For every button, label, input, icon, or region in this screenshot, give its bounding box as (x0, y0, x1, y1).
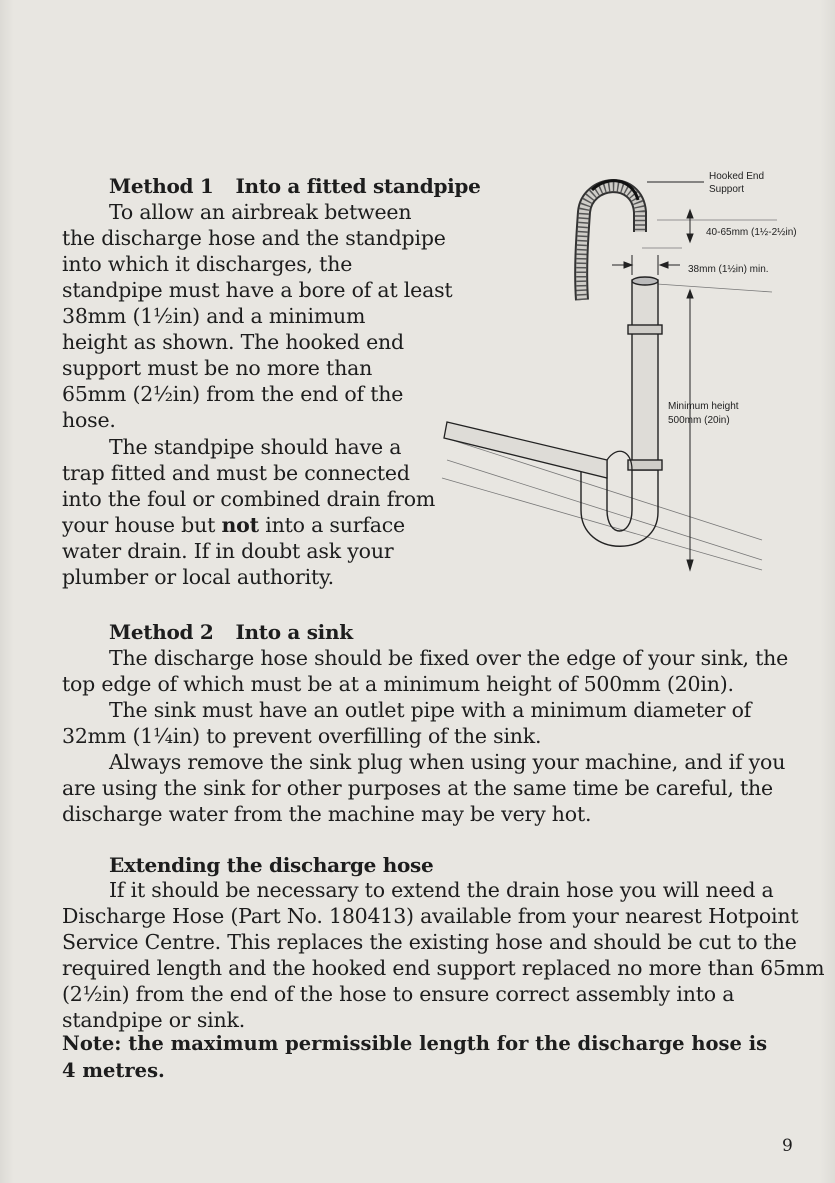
method1-p2-line (62, 512, 405, 538)
method2-line: The discharge hose should be fixed over the edge of your sink, the (109, 646, 789, 670)
method1-p2-line: plumber or local authority. (62, 565, 335, 589)
extending-line: Service Centre. This replaces the existing hose and should be cut to the (62, 930, 797, 954)
hooked-hose (581, 186, 640, 300)
standpipe-diagram (432, 160, 827, 590)
diagram-label-hooked: Hooked End (709, 171, 765, 182)
diagram-label-bore: 38mm (1½in) min. (688, 264, 769, 275)
diagram-label-minheight: Minimum height (668, 401, 739, 412)
method2-heading-number: Method 2 (109, 620, 214, 644)
method1-line: 65mm (2½in) from the end of the (62, 382, 404, 406)
method1-p2-line: water drain. If in doubt ask your (62, 539, 394, 563)
diagram-label-height-value: 500mm (20in) (668, 415, 730, 426)
method2-line: are using the sink for other purposes at the same time be careful, the (62, 776, 773, 800)
diagram-label-support: Support (709, 184, 745, 195)
method1-line: To allow an airbreak between (109, 200, 412, 224)
method2-line: The sink must have an outlet pipe with a minimum diameter of (109, 698, 752, 722)
extending-line: Discharge Hose (Part No. 180413) available from your nearest Hotpoint (62, 904, 799, 928)
extending-line: required length and the hooked end support replaced no more than 65mm (62, 956, 825, 980)
method2-line: Always remove the sink plug when using your machine, and if you (109, 750, 786, 774)
method2-line: 32mm (1¼in) to prevent overfilling of the sink. (62, 724, 542, 748)
method1-line: hose. (62, 408, 116, 432)
method1-line: height as shown. The hooked end (62, 330, 404, 354)
extending-line: If it should be necessary to extend the drain hose you will need a (109, 878, 774, 902)
method1-line: into which it discharges, the (62, 252, 353, 276)
waste-pipe (444, 422, 632, 478)
page-number: 9 (782, 1136, 793, 1156)
method1-line: standpipe must have a bore of at least (62, 278, 453, 302)
method1-heading-number: Method 1 (109, 174, 214, 198)
method1-p2-text: into a surface (258, 513, 405, 537)
extending-heading: Extending the discharge hose (109, 853, 434, 877)
method1-p2-line: The standpipe should have a (109, 435, 402, 459)
method2-heading (109, 619, 353, 645)
method2-heading-title: Into a sink (235, 620, 353, 644)
extending-line: standpipe or sink. (62, 1008, 246, 1032)
diagram-label-gap: 40-65mm (1½-2½in) (706, 227, 797, 238)
note-max-length: Note: the maximum permissible length for the discharge hose is 4 metres. (62, 1032, 768, 1082)
method1-p2-line: trap fitted and must be connected (62, 461, 410, 485)
method2-line: discharge water from the machine may be very hot. (62, 802, 592, 826)
method1-heading-title: Into a fitted standpipe (235, 174, 481, 198)
method1-p2-line: into the foul or combined drain from (62, 487, 436, 511)
standpipe (628, 277, 662, 470)
method2-line: top edge of which must be at a minimum height of 500mm (20in). (62, 672, 734, 696)
method1-line: support must be no more than (62, 356, 373, 380)
method1-line: 38mm (1½in) and a minimum (62, 304, 366, 328)
method1-heading (109, 173, 481, 199)
extending-line: (2½in) from the end of the hose to ensure correct assembly into a (62, 982, 735, 1006)
method1-p2-emphasis: not (221, 513, 259, 537)
method1-p2-text: your house but (62, 513, 222, 537)
method1-line: the discharge hose and the standpipe (62, 226, 446, 250)
